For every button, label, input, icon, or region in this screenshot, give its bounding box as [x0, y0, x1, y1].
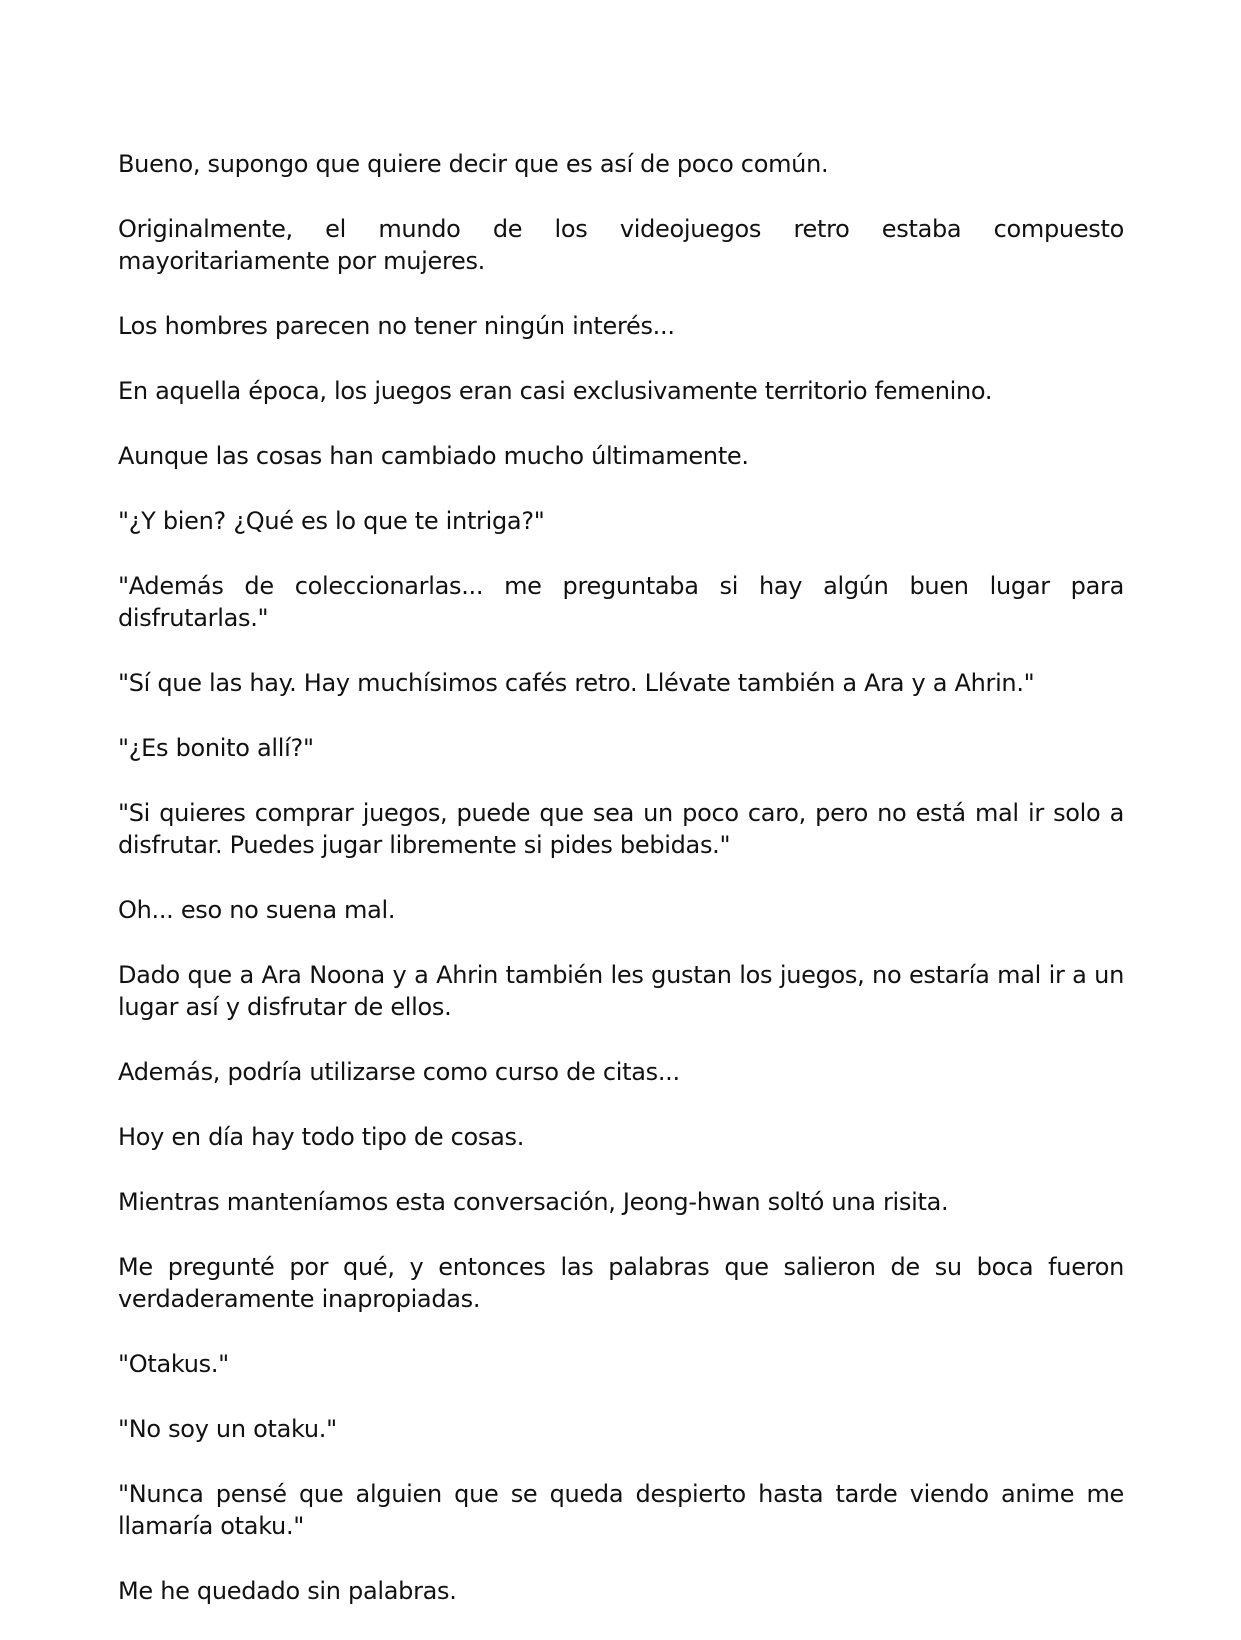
paragraph: Aunque las cosas han cambiado mucho últimamente.: [118, 442, 749, 470]
paragraph: Dado que a Ara Noona y a Ahrin también les gustan los juegos, no estaría mal ir a un lugar así y disfrutar de ellos.: [118, 961, 1124, 1021]
paragraph: Mientras manteníamos esta conversación, Jeong-hwan soltó una risita.: [118, 1188, 949, 1216]
paragraph: Bueno, supongo que quiere decir que es así de poco común.: [118, 150, 829, 178]
paragraph: "Nunca pensé que alguien que se queda despierto hasta tarde viendo anime me llamaría otaku.": [118, 1480, 1124, 1540]
paragraph: "¿Y bien? ¿Qué es lo que te intriga?": [118, 507, 545, 535]
paragraph: Además, podría utilizarse como curso de citas...: [118, 1058, 680, 1086]
paragraph: Los hombres parecen no tener ningún interés...: [118, 312, 675, 340]
paragraph: Me pregunté por qué, y entonces las palabras que salieron de su boca fueron verdaderamente inapropiadas.: [118, 1253, 1124, 1313]
paragraph: "No soy un otaku.": [118, 1415, 337, 1443]
paragraph: "Otakus.": [118, 1350, 229, 1378]
paragraph: Originalmente, el mundo de los videojuegos retro estaba compuesto mayoritariamente por mujeres.: [118, 215, 1124, 275]
paragraph: Oh... eso no suena mal.: [118, 896, 396, 924]
body-text: [118, 148, 1124, 1640]
paragraph: "Sí que las hay. Hay muchísimos cafés retro. Llévate también a Ara y a Ahrin.": [118, 669, 1035, 697]
paragraph: "Si quieres comprar juegos, puede que sea un poco caro, pero no está mal ir solo a disfrutar. Puedes jugar libremente si pides bebidas.": [118, 799, 1124, 859]
paragraph: Hoy en día hay todo tipo de cosas.: [118, 1123, 525, 1151]
paragraph: En aquella época, los juegos eran casi exclusivamente territorio femenino.: [118, 377, 993, 405]
paragraph: "¿Es bonito allí?": [118, 734, 314, 762]
paragraph: "Además de coleccionarlas... me preguntaba si hay algún buen lugar para disfrutarlas.": [118, 572, 1124, 632]
paragraph: Me he quedado sin palabras.: [118, 1577, 457, 1605]
